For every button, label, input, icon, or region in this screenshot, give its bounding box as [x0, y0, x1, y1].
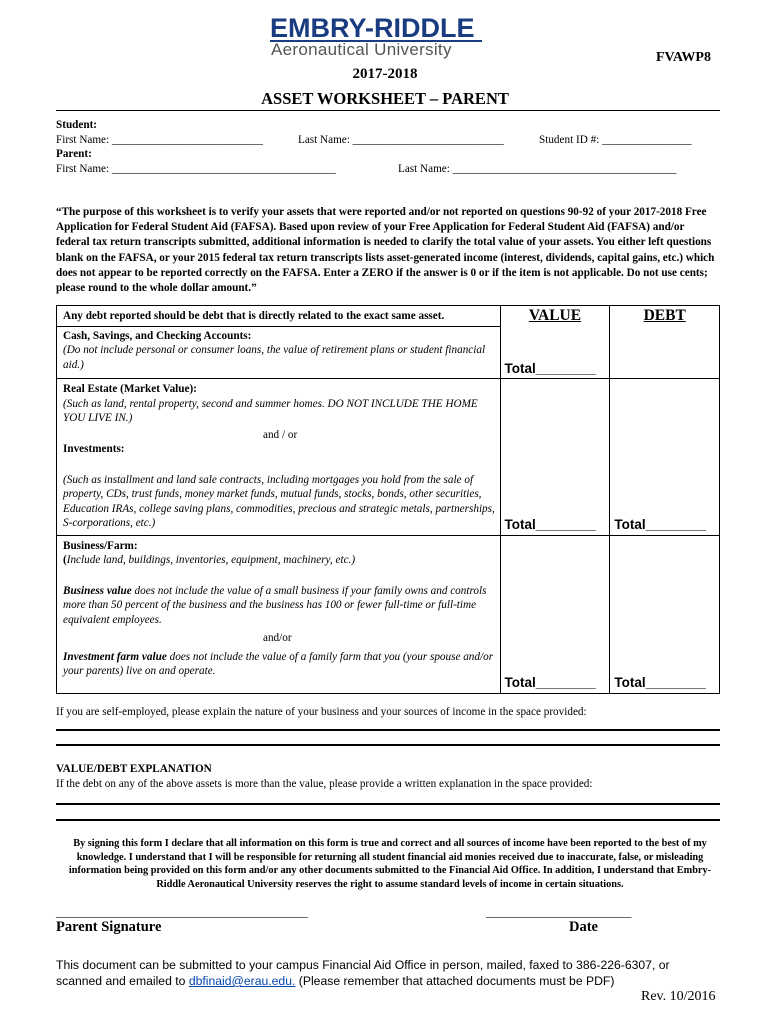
revision-date: Rev. 10/2016 — [641, 989, 716, 1004]
business-value-label: Business value — [63, 584, 132, 597]
bf-value-cell — [500, 535, 610, 693]
real-estate-description: (Such as land, rental property, second and summer homes. DO NOT INCLUDE THE HOME YOU LIVE IN.) — [63, 397, 478, 424]
purpose-statement: “The purpose of this worksheet is to verify your assets that were reported and/or not reported on questions 90-92 of your 2017-2018 Free Application for Federal Student Aid (FAFSA). Based upon review of your Free Application for Federal Student Aid (FAFSA) and/or federal tax return transcripts submitted, additional information is needed to clarify the total value of your assets. You either left questions blank on the FAFSA, or your 2015 federal tax return transcripts lists asset-generated income (interest, dividends, capital gains, etc.) which does not appear to be reported correctly on the FAFSA. Enter a ZERO if the answer is 0 or if the item is not applicable. Do not use cents; please round to the whole dollar amount.” — [56, 206, 715, 295]
bf-value-total[interactable]: Total________ — [504, 675, 596, 690]
re-value-cell — [500, 379, 610, 536]
signature-line[interactable]: _____________________________________________ — [56, 907, 308, 919]
investments-description: (Such as installment and land sale contracts, including mortgages you hold from the sale of property, CDs, trust funds, money market funds, mutual funds, stocks, bonds, other securities, Education IRAs, college saving plans, commodities, precious and strategic metals, partnerships, S-corporations, etc.) — [63, 473, 495, 529]
business-farm-title: Business/Farm: — [63, 539, 138, 552]
declaration-text: By signing this form I declare that all information on this form is true and correct and all sources of income have been reported to the best of my knowledge. I understand that I will be responsible for returning all student financial aid monies received due to inaccurate, false, or misleading information being provided on this form and/or any other documents submitted to the Financial Aid Office. In addition, I understand that Embry-Riddle Aeronautical University reserves the right to assume standard levels of income in certain situations. — [68, 838, 712, 890]
page-title: ASSET WORKSHEET – PARENT — [261, 89, 509, 108]
real-estate-title: Real Estate (Market Value): — [63, 383, 197, 395]
bf-debt-cell — [610, 535, 720, 693]
explanation-title: VALUE/DEBT EXPLANATION — [56, 763, 212, 775]
student-first-name-field[interactable]: First Name: ___________________________ — [56, 134, 263, 146]
re-debt-total[interactable]: Total________ — [614, 517, 706, 532]
student-id-field[interactable]: Student ID #: ________________ — [539, 134, 692, 146]
bf-debt-total[interactable]: Total________ — [614, 675, 706, 690]
title-divider — [56, 110, 720, 111]
business-farm-cell — [57, 535, 501, 693]
explanation-answer-line-1[interactable] — [56, 803, 720, 805]
form-code: FVAWP8 — [656, 50, 711, 65]
parent-first-name-field[interactable]: First Name: ________________________________________ — [56, 163, 336, 175]
submission-line-2-post: (Please remember that attached documents must be PDF) — [295, 974, 615, 988]
logo-subtitle: Aeronautical University — [271, 40, 452, 59]
date-label: Date — [569, 919, 598, 935]
email-link[interactable]: dbfinaid@erau.edu. — [188, 974, 296, 988]
business-farm-description: Include land, buildings, inventories, equipment, machinery, etc.) — [66, 554, 356, 566]
explanation-prompt: If the debt on any of the above assets is more than the value, please provide a written explanation in the space provided: — [56, 778, 593, 790]
business-farm-paren: ( — [63, 554, 67, 566]
student-label: Student: — [56, 119, 98, 131]
signature-label: Parent Signature — [56, 919, 162, 935]
cash-title: Cash, Savings, and Checking Accounts: — [63, 329, 252, 342]
value-column-header: VALUE — [528, 307, 582, 324]
date-line[interactable]: __________________________ — [486, 907, 632, 919]
debt-note: Any debt reported should be debt that is directly related to the exact same asset. — [57, 306, 500, 327]
re-debt-cell — [610, 379, 720, 536]
cash-description: (Do not include personal or consumer loans, the value of retirement plans or student financial aid.) — [63, 344, 486, 371]
and-or-separator-2: and/or — [263, 632, 292, 644]
submission-line-2-pre: scanned and emailed to — [56, 974, 189, 988]
form-year: 2017-2018 — [352, 66, 418, 82]
parent-label: Parent: — [56, 148, 92, 160]
parent-last-name-field[interactable]: Last Name: ________________________________________ — [398, 163, 677, 175]
explanation-answer-line-2[interactable] — [56, 819, 720, 821]
debt-column-header: DEBT — [643, 307, 686, 324]
and-or-separator: and / or — [263, 428, 298, 441]
submission-instructions — [56, 957, 736, 989]
logo-title: EMBRY-RIDDLE — [270, 13, 475, 43]
realestate-investments-cell — [57, 379, 501, 536]
self-employed-prompt: If you are self-employed, please explain the nature of your business and your sources of income in the space provided: — [56, 706, 587, 718]
cash-value-cell — [500, 306, 610, 379]
submission-line-1: This document can be submitted to your campus Financial Aid Office in person, mailed, faxed to 386-226-6307, or — [56, 958, 670, 972]
asset-table — [56, 305, 720, 694]
re-value-total[interactable]: Total________ — [504, 517, 596, 532]
farm-value-text: does not include the value of a family farm that you (your spouse and/or your parents) live on and operate. — [63, 650, 494, 677]
cash-debt-cell — [610, 306, 720, 379]
self-employed-answer-line-2[interactable] — [56, 744, 720, 746]
farm-value-label: Investment farm value — [63, 650, 167, 663]
investments-title: Investments: — [63, 443, 125, 455]
cash-value-total[interactable]: Total________ — [504, 360, 596, 376]
business-value-text: does not include the value of a small business if your family owns and controls more than 50 percent of the business and the business has 100 or fewer full-time or full-time equivalent employees. — [63, 584, 487, 626]
cash-cell — [57, 306, 501, 379]
self-employed-answer-line-1[interactable] — [56, 729, 720, 731]
student-last-name-field[interactable]: Last Name: ___________________________ — [298, 134, 504, 146]
